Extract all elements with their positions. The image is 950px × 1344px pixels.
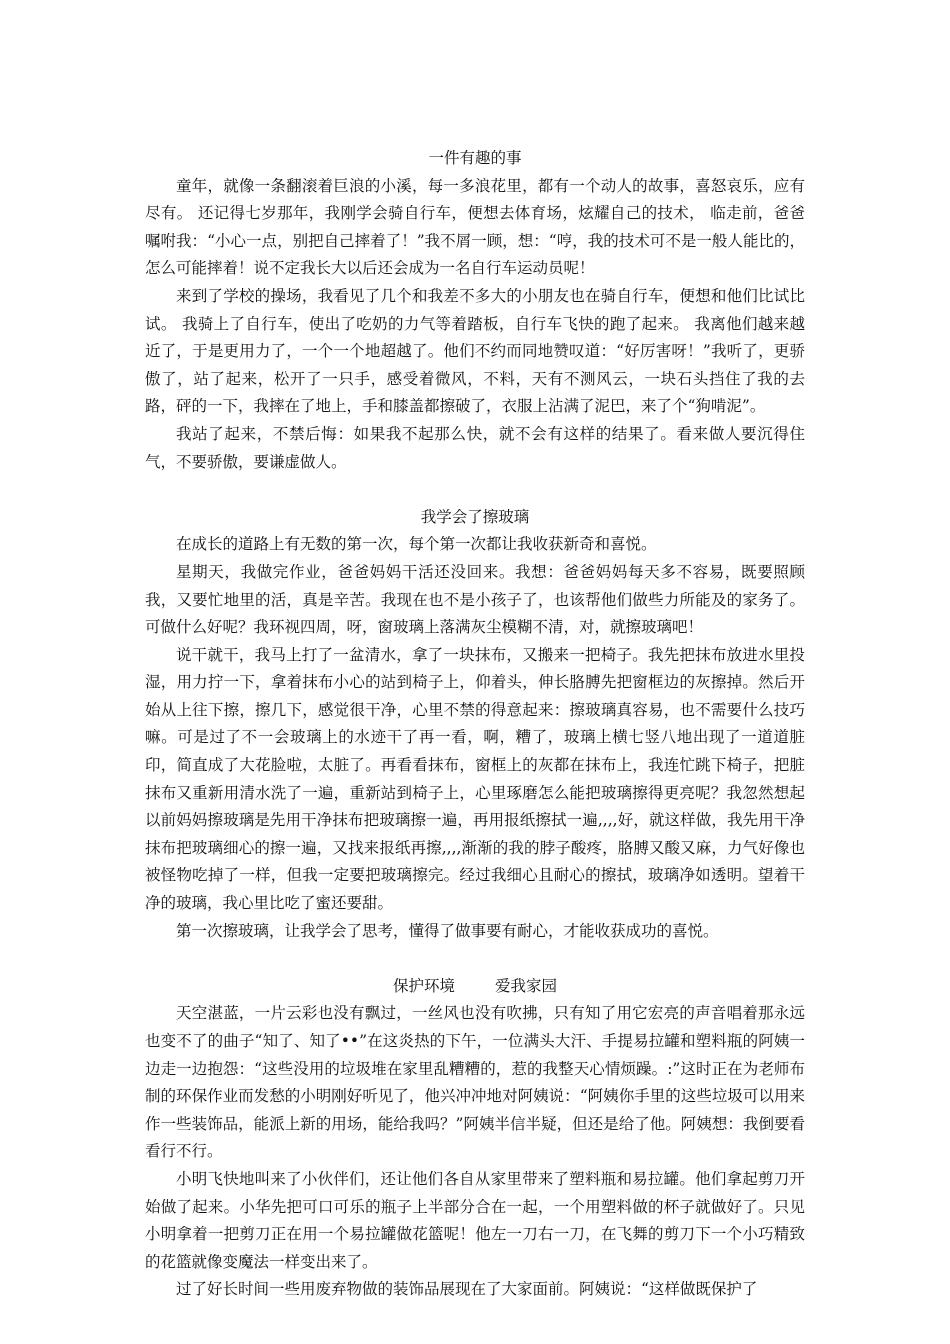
essay2-paragraph-1: 在成长的道路上有无数的第一次，每个第一次都让我收获新奇和喜悦。 [176, 535, 657, 554]
essay1-title: 一件有趣的事 [428, 149, 522, 167]
essay1-paragraph-3: 我站了起来，不禁后悔：如果我不起那么快，就不会有这样的结果了。看来做人要沉得住气，不要骄傲，要谦虚做人。 [145, 424, 805, 471]
essay2-paragraph-4: 第一次擦玻璃，让我学会了思考，懂得了做事要有耐心，才能收获成功的喜悦。 [176, 921, 719, 940]
essay2-title: 我学会了擦玻璃 [420, 507, 530, 526]
essay1-paragraph-1: 童年，就像一条翻滚着巨浪的小溪，每一多浪花里，都有一个动人的故事，喜怒哀乐，应有尽有。 还记得七岁那年，我刚学会骑自行车，便想去体育场，炫耀自己的技术， 临走前，爸爸嘱咐我：“小心一点，别把自己摔着了！”我不屑一顾，想：“哼，我的技术可不是一般人能比的，怎么可能摔着！说不定我长大以后还会成为一名自行车运动员呢！ [145, 176, 805, 278]
section-spacer [145, 945, 805, 973]
essay2-paragraph-2: 星期天，我做完作业，爸爸妈妈干活还没回来。我想：爸爸妈妈每天多不容易，既要照顾我，又要忙地里的活，真是辛苦。我现在也不是小孩子了，也该帮他们做些力所能及的家务了。可做什么好呢？我环视四周，呀，窗玻璃上落满灰尘模糊不清，对，就擦玻璃吧！ [145, 562, 805, 637]
essay3-title [145, 973, 805, 1001]
essay3-paragraph-1: 天空湛蓝，一片云彩也没有飘过，一丝风也没有吹拂，只有知了用它宏亮的声音唱着那永远也变不了的曲子“知了、知了••”在这炎热的下午，一位满头大汗、手提易拉罐和塑料瓶的阿姨一边走一边抱怨：“这些没用的垃圾堆在家里乱糟糟的，惹的我整天心情烦躁。:”这时正在为老师布制的环保作业而发愁的小明刚好听见了，他兴冲冲地对阿姨说：“阿姨你手里的这些垃圾可以用来作一些装饰品，能派上新的用场，能给我吗？”阿姨半信半疑，但还是给了他。阿姨想：我倒要看看行不行。 [145, 1004, 805, 1161]
essay3-paragraph-2: 小明飞快地叫来了小伙伴们，还让他们各自从家里带来了塑料瓶和易拉罐。他们拿起剪刀开始做了起来。小华先把可口可乐的瓶子上半部分合在一起，一个用塑料做的杯子就做好了。只见小明拿着一把剪刀正在用一个易拉罐做花篮呢！他左一刀右一刀，在飞舞的剪刀下一个小巧精致的花篮就像变魔法一样变出来了。 [145, 1169, 805, 1271]
document-page [145, 145, 805, 1304]
essay2-paragraph-3: 说干就干，我马上打了一盆清水，拿了一块抹布，又搬来一把椅子。我先把抹布放进水里投湿，用力拧一下，拿着抹布小心的站到椅子上，仰着头，伸长胳膊先把窗框边的灰擦掉。然后开始从上往下擦，擦几下，感觉很干净，心里不禁的得意起来：擦玻璃真容易，也不需要什么技巧嘛。可是过了不一会玻璃上的水迹干了再一看，啊，糟了，玻璃上横七竖八地出现了一道道脏印，简直成了大花脸啦，太脏了。再看看抹布，窗框上的灰都在抹布上，我连忙跳下椅子，把脏抹布又重新用清水洗了一遍，重新站到椅子上，心里琢磨怎么能把玻璃擦得更亮呢？我忽然想起以前妈妈擦玻璃是先用干净抹布把玻璃擦一遍，再用报纸擦拭一遍,,,,好，就这样做，我先用干净抹布把玻璃细心的擦一遍，又找来报纸再擦,,,,渐渐的我的脖子酸疼，胳膊又酸又麻，力气好像也被怪物吃掉了一样，但我一定要把玻璃擦完。经过我细心且耐心的擦拭，玻璃净如透明。望着干净的玻璃，我心里比吃了蜜还要甜。 [145, 645, 805, 913]
essay1-paragraph-2: 来到了学校的操场，我看见了几个和我差不多大的小朋友也在骑自行车，便想和他们比试比试。 我骑上了自行车，使出了吃奶的力气等着踏板，自行车飞快的跑了起来。 我离他们越来越近了，于是更用力了，一个一个地超越了。他们不约而同地赞叹道：“好厉害呀！”我听了，更骄傲了，站了起来，松开了一只手，感受着微风，不料，天有不测风云，一块石头挡住了我的去路，砰的一下，我摔在了地上，手和膝盖都擦破了，衣服上沾满了泥巴，来了个“狗啃泥”。 [145, 286, 805, 416]
essay3-title-left: 保护环境 [392, 976, 455, 995]
essay3-title-right: 爱我家园 [495, 976, 558, 995]
section-spacer [145, 476, 805, 504]
essay3-paragraph-3: 过了好长时间一些用废弃物做的装饰品展现在了大家面前。阿姨说：“这样做既保护了 [176, 1280, 758, 1299]
